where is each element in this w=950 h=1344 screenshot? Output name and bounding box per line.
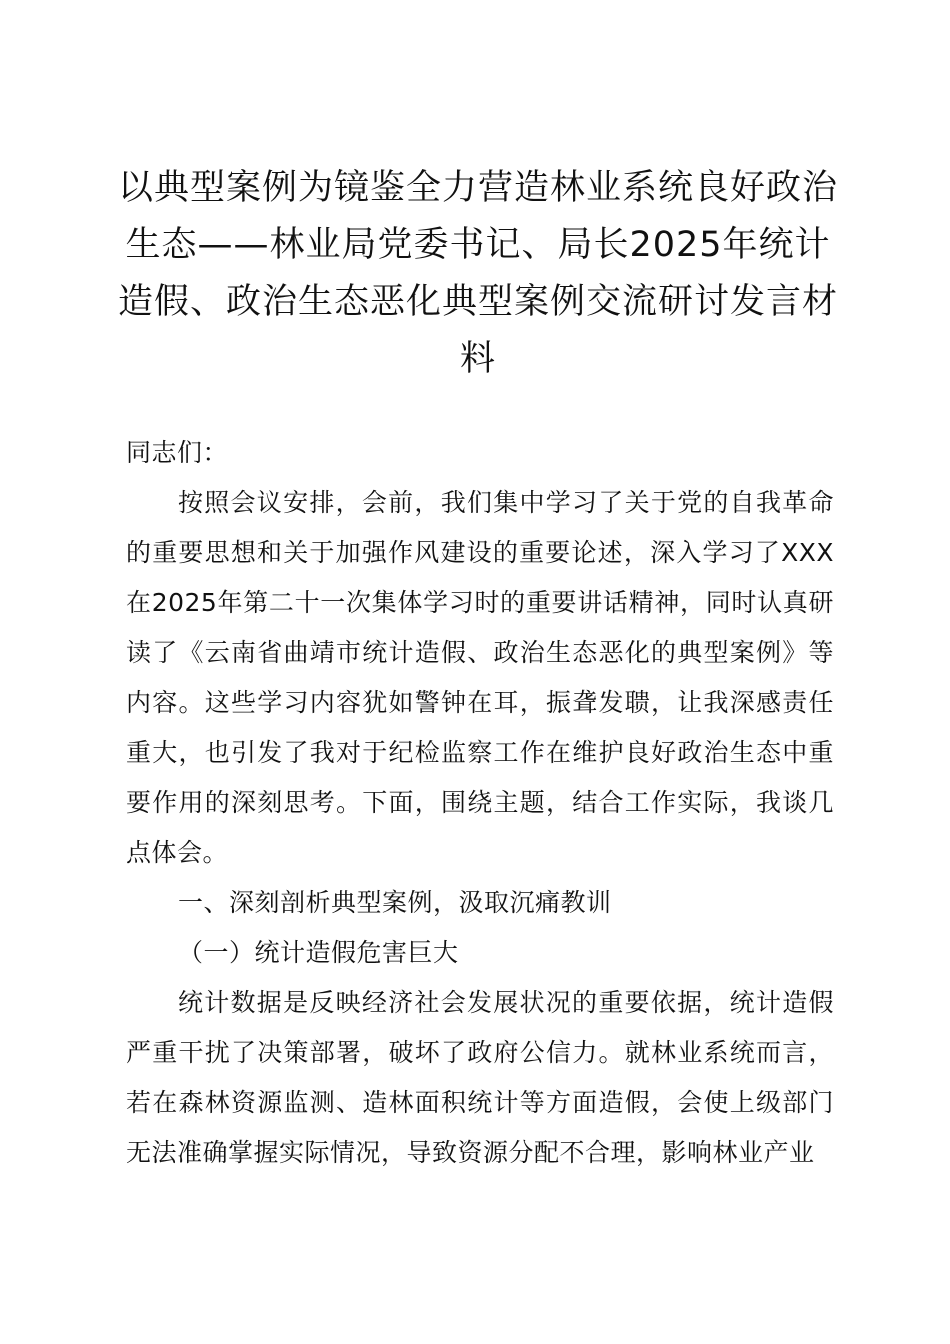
paragraph-intro: 按照会议安排，会前，我们集中学习了关于党的自我革命的重要思想和关于加强作风建设的重要论述，深入学习了XXX在2025年第二十一次集体学习时的重要讲话精神，同时认真研读了《云南省曲靖市统计造假、政治生态恶化的典型案例》等内容。这些学习内容犹如警钟在耳，振聋发聩，让我深感责任重大，也引发了我对于纪检监察工作在维护良好政治生态中重要作用的深刻思考。下面，围绕主题，结合工作实际，我谈几点体会。 — [126, 488, 834, 867]
subsection-heading: （一）统计造假危害巨大 — [178, 938, 459, 967]
document-body — [126, 428, 834, 1178]
salutation: 同志们： — [126, 438, 229, 467]
paragraph-statistics: 统计数据是反映经济社会发展状况的重要依据，统计造假严重干扰了决策部署，破坏了政府公信力。就林业系统而言，若在森林资源监测、造林面积统计等方面造假，会使上级部门无法准确掌握实际情况，导致资源分配不合理，影响林业产业 — [126, 988, 834, 1167]
document-title: 以典型案例为镜鉴全力营造林业系统良好政治生态——林业局党委书记、局长2025年统计造假、政治生态恶化典型案例交流研讨发言材料 — [118, 168, 839, 379]
section-heading: 一、深刻剖析典型案例，汲取沉痛教训 — [178, 888, 612, 917]
